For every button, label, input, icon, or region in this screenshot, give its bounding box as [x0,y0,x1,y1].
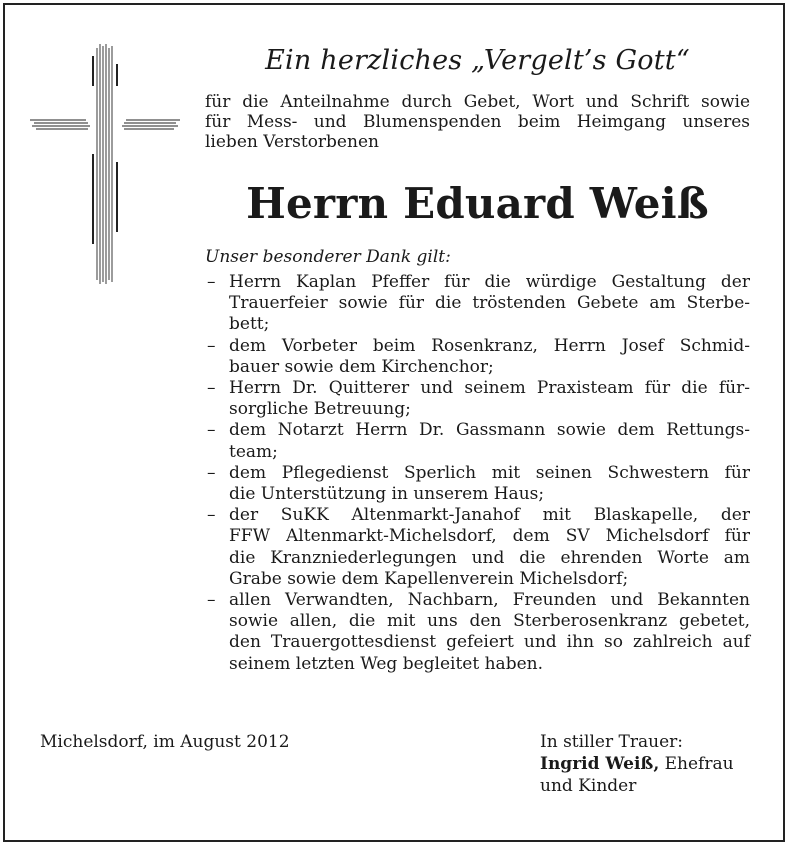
list-item-line: allen Verwandten, Nachbarn, Freunden und Bekannten [229,590,750,611]
list-item-line: FFW Altenmarkt-Michelsdorf, dem SV Michelsdorf für [229,526,750,547]
list-item-line: dem Vorbeter beim Rosenkranz, Herrn Josef Schmid- [229,335,750,356]
dash-bullet: – [207,378,216,399]
list-item-line: dem Pflegedienst Sperlich mit seinen Schwestern für [229,462,750,483]
deceased-name: Herrn Eduard Weiß [246,179,709,228]
list-item-line: Trauerfeier sowie für die tröstenden Gebete am Sterbe- [229,293,750,314]
signature-intro: In stiller Trauer: [540,732,683,752]
headline: Ein herzliches „Vergelt’s Gott“ [265,45,690,76]
dash-bullet: – [207,420,216,441]
list-item-line: dem Notarzt Herrn Dr. Gassmann sowie dem Rettungs- [229,420,750,441]
signature-role: Ehefrau [664,754,734,774]
list-item-line: Grabe sowie dem Kapellenverein Michelsdorf; [229,568,629,589]
list-item [205,420,750,462]
intro-line: lieben Verstorbenen [205,132,379,152]
dash-bullet: – [207,590,216,611]
list-item [205,272,750,336]
place-date: Michelsdorf, im August 2012 [40,732,290,752]
list-item-line: bauer sowie dem Kirchenchor; [229,356,494,377]
intro-line: für Mess- und Blumenspenden beim Heimgang unseres [205,112,750,132]
list-item-line: sowie allen, die mit uns den Sterberosenkranz gebetet, [229,611,750,632]
thanks-list [205,272,750,675]
list-item [205,463,750,505]
list-item [205,590,750,675]
list-item-line: bett; [229,314,270,335]
dash-bullet: – [207,505,216,526]
list-item-line: Herrn Kaplan Pfeffer für die würdige Gestaltung der [229,272,750,292]
list-item-line: seinem letzten Weg begleitet haben. [229,653,543,674]
list-item-line: sorgliche Betreuung; [229,399,411,420]
signature-block [540,731,760,797]
intro-text [205,92,750,152]
list-item [205,336,750,378]
dash-bullet: – [207,462,216,483]
list-item-line: team; [229,441,278,462]
list-item-line: der SuKK Altenmarkt-Janahof mit Blaskapelle, der [229,505,750,526]
list-item [205,378,750,420]
list-item-line: Herrn Dr. Quitterer und seinem Praxisteam für die für- [229,378,750,399]
signature-line [540,753,760,775]
thanks-heading: Unser besonderer Dank gilt: [205,247,451,267]
list-item [205,505,750,590]
list-item-line: den Trauergottesdienst gefeiert und ihn so zahlreich auf [229,632,750,653]
cross-icon [30,44,180,284]
list-item-line: die Kranzniederlegungen und die ehrenden Worte am [229,547,750,568]
dash-bullet: – [207,335,216,356]
signature-name: Ingrid Weiß, [540,754,660,774]
dash-bullet: – [207,272,216,292]
list-item-line: die Unterstützung in unserem Haus; [229,484,545,505]
signature-family: und Kinder [540,776,637,796]
intro-line: für die Anteilnahme durch Gebet, Wort und Schrift sowie [205,92,750,112]
